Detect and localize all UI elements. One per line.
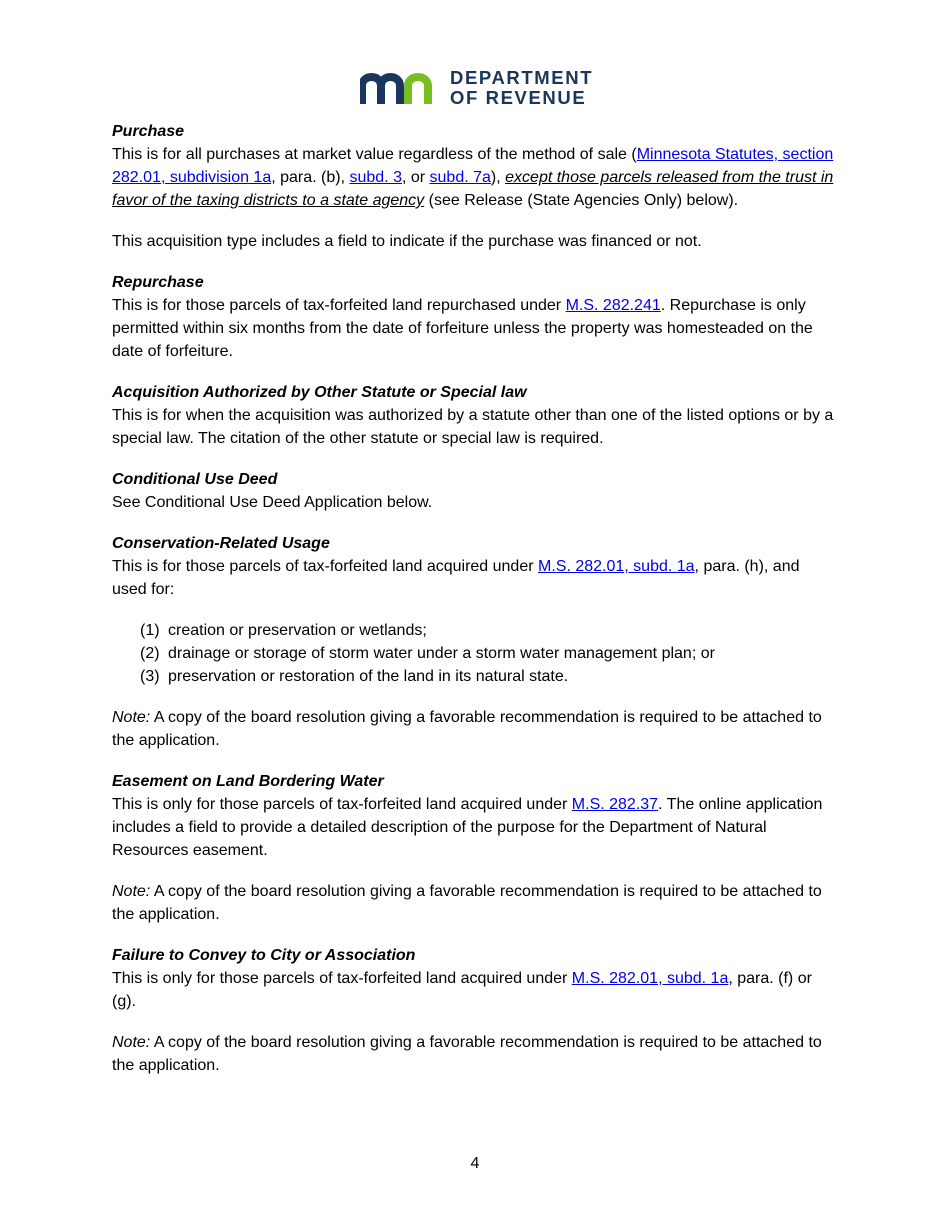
note-label: Note: — [112, 709, 151, 726]
minnesota-statutes-link[interactable]: Minnesota Statutes, section 282.01, subdivision 1a — [112, 146, 834, 186]
conservation-list — [112, 619, 837, 688]
purchase-financed-paragraph: This acquisition type includes a field to indicate if the purchase was financed or not. — [112, 233, 702, 250]
list-item-text: creation or preservation or wetlands; — [168, 622, 427, 639]
conservation-text-a: This is for those parcels of tax-forfeited land acquired under — [112, 558, 538, 575]
repurchase-text-b: . Repurchase is only permitted within six months from the date of forfeiture unless the property was homesteaded on the date of forfeiture. — [112, 297, 813, 360]
logo-wordmark — [450, 68, 593, 108]
purchase-text-c: , or — [401, 169, 430, 186]
easement-text-b: . The online application includes a field to provide a detailed description of the purpose for the Department of Natural Resources easement. — [112, 796, 823, 859]
failure-ms-282-01-subd-1a-link[interactable]: M.S. 282.01, subd. 1a — [571, 970, 729, 987]
page-number: 4 — [470, 1155, 480, 1172]
conservation-paragraph — [112, 555, 837, 601]
purchase-exception-text: except those parcels released from the trust in favor of the taxing districts to a state agency — [112, 169, 834, 209]
ms-282-241-link[interactable]: M.S. 282.241 — [565, 297, 661, 314]
ms-282-01-subd-1a-link[interactable]: M.S. 282.01, subd. 1a — [538, 558, 695, 575]
logo-line-1: DEPARTMENT — [450, 67, 594, 88]
subd-3-link[interactable]: subd. 3 — [349, 169, 402, 186]
purchase-paragraph — [112, 143, 837, 212]
mn-logo-icon — [360, 70, 440, 106]
subd-7a-link[interactable]: subd. 7a — [429, 169, 491, 186]
note-text: A copy of the board resolution giving a favorable recommendation is required to be attached to the application. — [112, 883, 822, 923]
conservation-heading: Conservation-Related Usage — [112, 535, 330, 552]
logo-line-2: OF REVENUE — [450, 87, 587, 108]
repurchase-heading: Repurchase — [112, 274, 204, 291]
conditional-use-paragraph: See Conditional Use Deed Application below. — [112, 494, 433, 511]
document-body — [112, 120, 837, 1095]
purchase-text-a: This is for all purchases at market value regardless of the method of sale ( — [112, 146, 637, 163]
easement-heading: Easement on Land Bordering Water — [112, 773, 384, 790]
repurchase-text-a: This is for those parcels of tax-forfeited land repurchased under — [112, 297, 566, 314]
list-item-number: (1) — [140, 622, 160, 639]
list-item-text: preservation or restoration of the land in its natural state. — [168, 668, 569, 685]
failure-heading: Failure to Convey to City or Association — [112, 947, 416, 964]
note-text: A copy of the board resolution giving a favorable recommendation is required to be attached to the application. — [112, 1034, 822, 1074]
easement-paragraph — [112, 793, 837, 862]
other-statute-paragraph: This is for when the acquisition was authorized by a statute other than one of the listed options or by a special law. The citation of the other statute or special law is required. — [112, 407, 834, 447]
list-item — [112, 619, 837, 642]
failure-paragraph — [112, 967, 837, 1013]
note-label: Note: — [112, 883, 151, 900]
list-item-number: (2) — [140, 645, 160, 662]
other-statute-heading: Acquisition Authorized by Other Statute or Special law — [112, 384, 527, 401]
mn-revenue-logo — [360, 68, 600, 108]
easement-note — [112, 880, 837, 926]
list-item-number: (3) — [140, 668, 160, 685]
conditional-use-heading: Conditional Use Deed — [112, 471, 278, 488]
purchase-text-d: ), — [490, 169, 506, 186]
ms-282-37-link[interactable]: M.S. 282.37 — [571, 796, 659, 813]
easement-text-a: This is only for those parcels of tax-forfeited land acquired under — [112, 796, 572, 813]
conservation-note — [112, 706, 837, 752]
list-item — [112, 642, 837, 665]
list-item-text: drainage or storage of storm water under a storm water management plan; or — [168, 645, 715, 662]
failure-text-b: , para. (f) or (g). — [112, 970, 812, 1010]
note-label: Note: — [112, 1034, 151, 1051]
purchase-heading: Purchase — [112, 123, 185, 140]
repurchase-paragraph — [112, 294, 837, 363]
failure-text-a: This is only for those parcels of tax-forfeited land acquired under — [112, 970, 572, 987]
purchase-text-b: , para. (b), — [271, 169, 350, 186]
purchase-text-e: (see Release (State Agencies Only) below). — [424, 192, 739, 209]
conservation-text-b: , para. (h), and used for: — [112, 558, 800, 598]
note-text: A copy of the board resolution giving a favorable recommendation is required to be attached to the application. — [112, 709, 822, 749]
list-item — [112, 665, 837, 688]
failure-note — [112, 1031, 837, 1077]
